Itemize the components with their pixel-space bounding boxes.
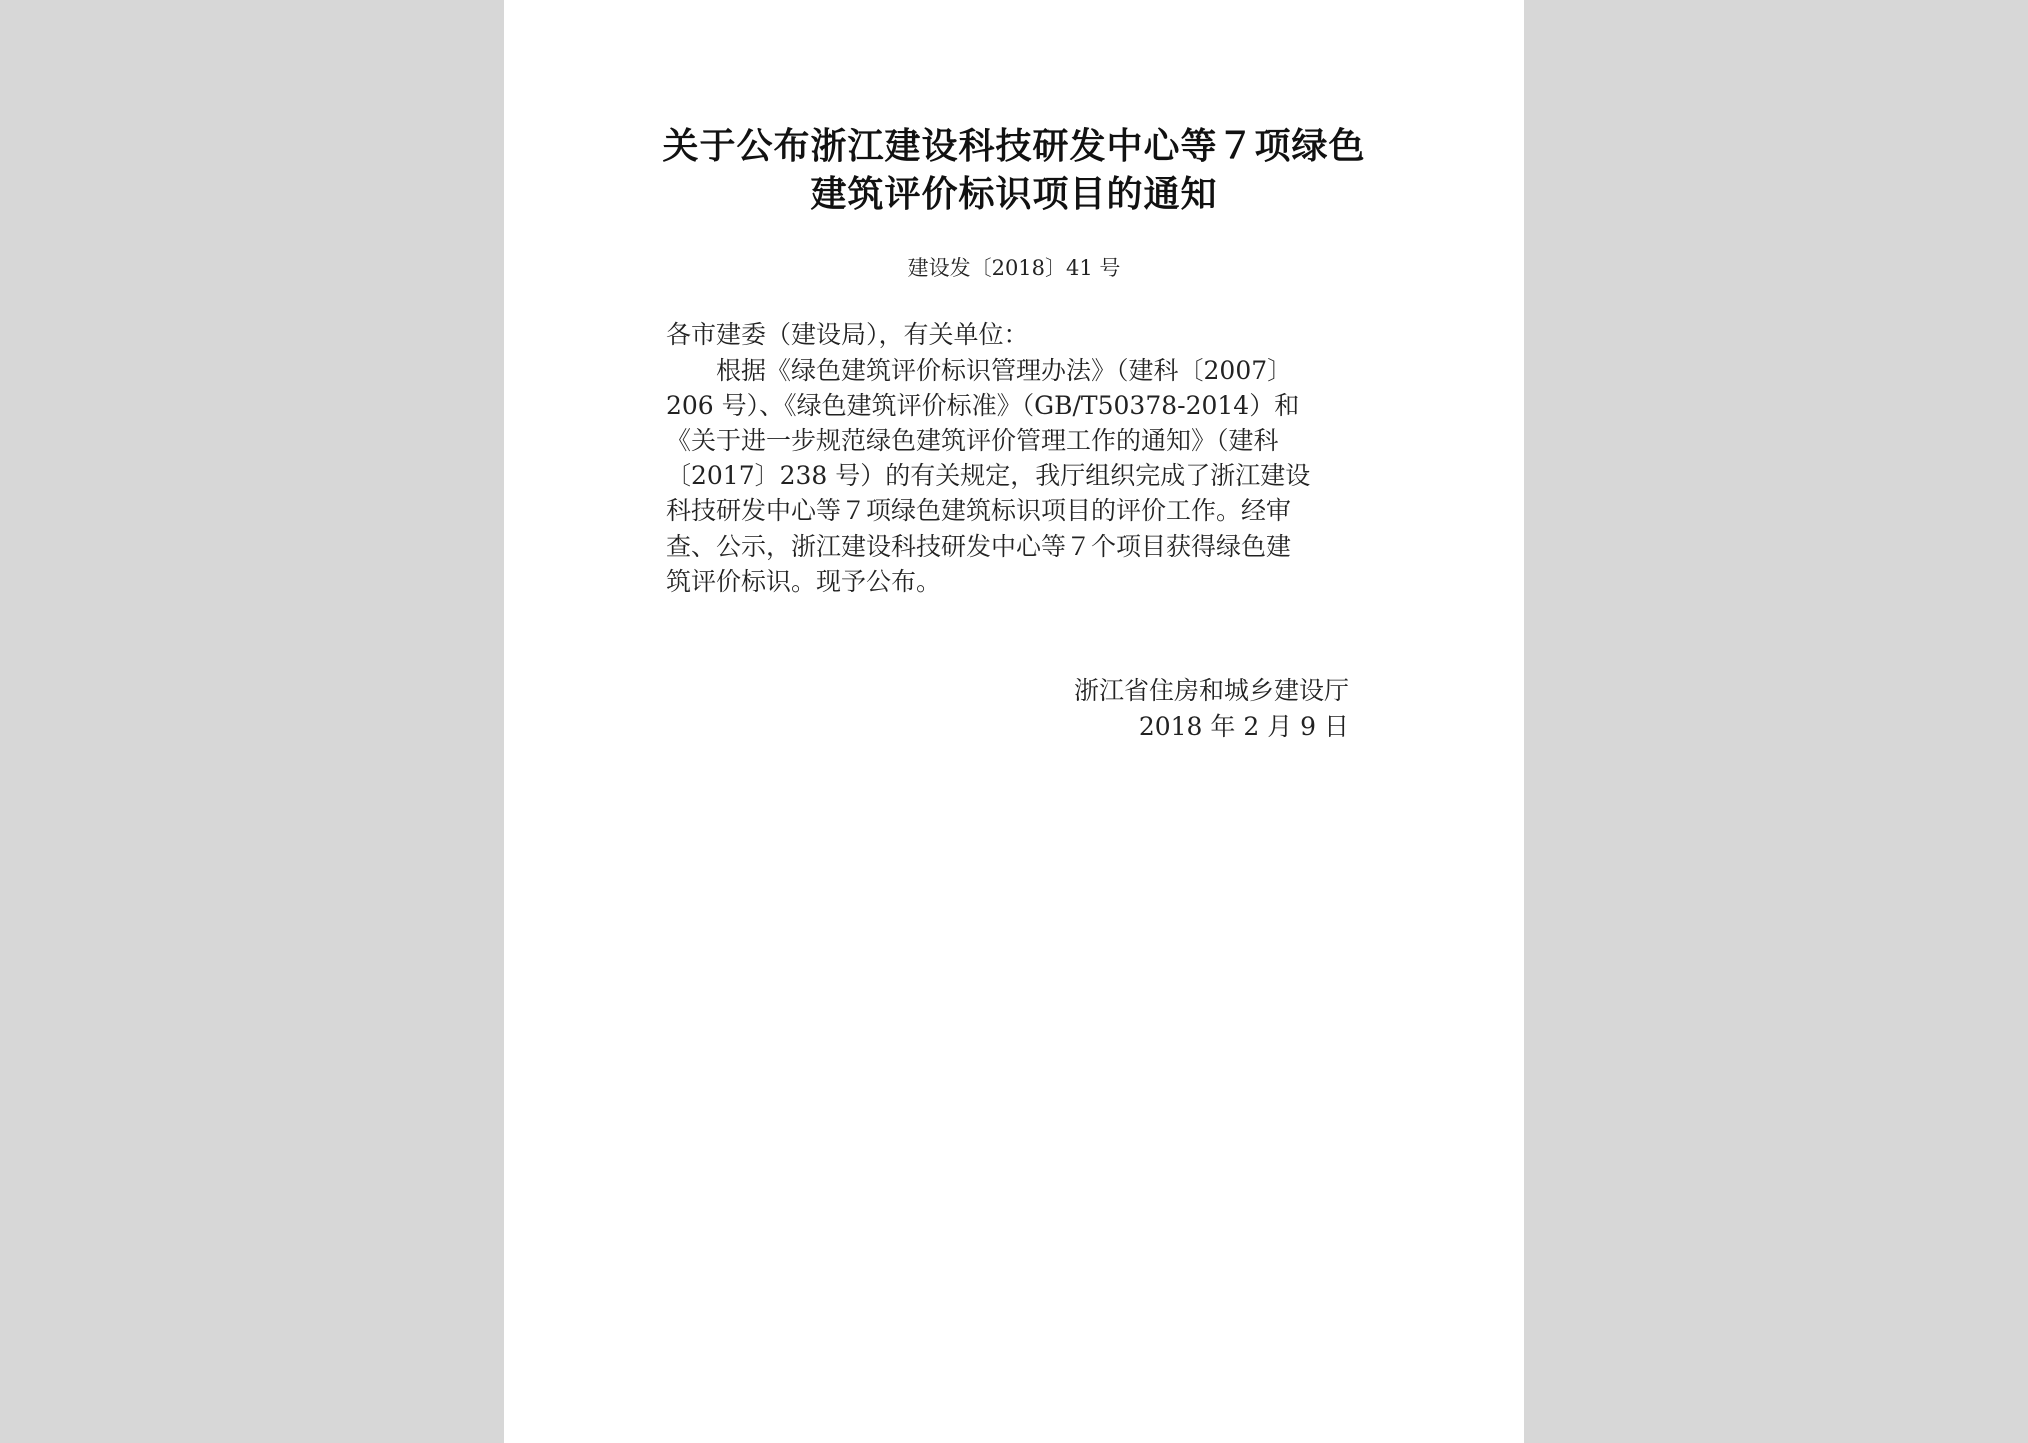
body-line: 《关于进一步规范绿色建筑评价管理工作的通知》（建科 [666, 426, 1279, 455]
salutation: 各市建委（建设局），有关单位： [666, 320, 1029, 349]
document-title-line-2: 建筑评价标识项目的通知 [810, 174, 1218, 215]
document-page [504, 0, 1524, 1443]
issuer: 浙江省住房和城乡建设厅 [1073, 676, 1349, 705]
issue-date: 2018 年 2 月 9 日 [1138, 712, 1349, 741]
body-line: 科技研发中心等７项绿色建筑标识项目的评价工作。经审 [666, 496, 1292, 525]
body-line: 〔2017〕238 号）的有关规定，我厅组织完成了浙江建设 [666, 461, 1311, 490]
body-line: 查、公示，浙江建设科技研发中心等７个项目获得绿色建 [666, 532, 1292, 561]
body-line: 206 号）、《绿色建筑评价标准》（GB/T50378-2014）和 [666, 391, 1300, 420]
body-line: 根据《绿色建筑评价标识管理办法》（建科〔2007〕 [666, 356, 1293, 385]
document-title-line-1: 关于公布浙江建设科技研发中心等７项绿色 [662, 126, 1366, 167]
document-number: 建设发〔2018〕41 号 [907, 256, 1121, 280]
body-line: 筑评价标识。现予公布。 [666, 567, 942, 596]
